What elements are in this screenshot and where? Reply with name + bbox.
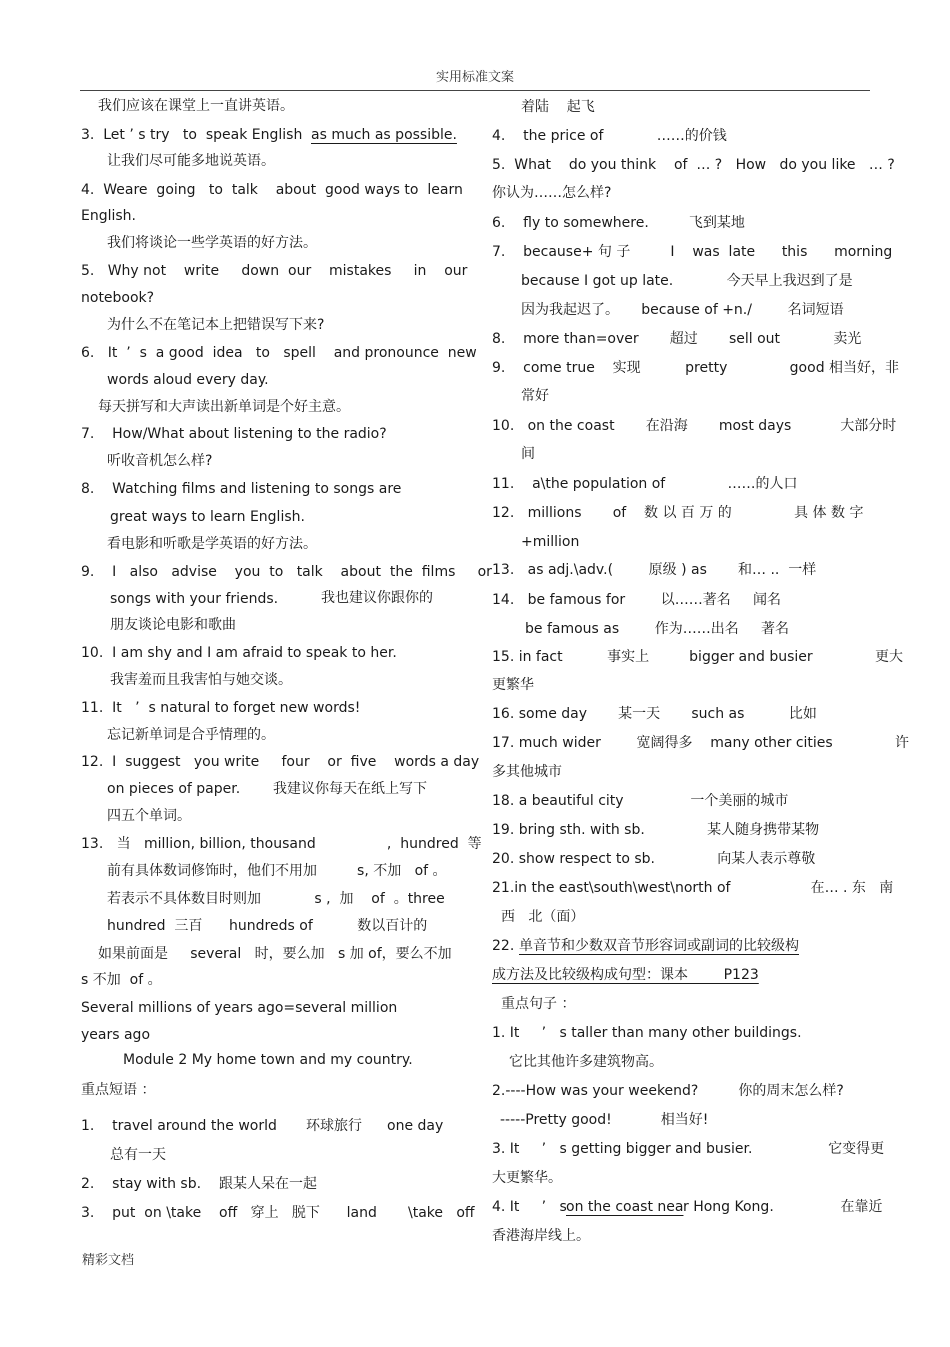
text-line: songs with your friends. [110, 591, 279, 607]
text-line: Several millions of years ago=several million [81, 1000, 398, 1016]
text-line: 常好 [521, 388, 549, 404]
text-line: 14. be famous for 以……著名 闻名 [492, 592, 781, 608]
text-line: 5. Why not write down our mistakes in our [81, 263, 468, 279]
text-line: 大更繁华。 [492, 1170, 562, 1186]
text-line: 8. Watching films and listening to songs are [81, 481, 402, 497]
text-line: 香港海岸线上。 [492, 1228, 590, 1244]
text-line: 4. Weare going to talk about good ways to learn [81, 182, 463, 198]
text-line: 听收音机怎么样? [107, 453, 213, 469]
text-line: 为什么不在笔记本上把错误写下来? [107, 317, 325, 333]
text-line: 9. I also advise you to talk about the films or [81, 564, 492, 580]
text-line: 6. fly to somewhere. 飞到某地 [492, 215, 745, 231]
text-line: 11. It ’ s natural to forget new words! [81, 700, 361, 716]
text-line: +million [521, 534, 580, 550]
text-line: 环球旅行 [306, 1118, 362, 1134]
text-line: 多其他城市 [492, 764, 562, 780]
text-line: 1. It ’ s taller than many other buildings. [492, 1025, 802, 1041]
underlined-phrase: as much as possible. [311, 127, 457, 143]
text-line: 21.in the east\south\west\north of 在… . 东 南 [492, 880, 894, 896]
text-line: 6. It ’ s a good idea to spell and pronounce new [81, 345, 477, 361]
text-line: 朋友谈论电影和歌曲 [110, 617, 236, 633]
page-footer: 精彩文档 [82, 1253, 135, 1268]
text-line: 13. as adj.\adv.( 原级 ) as 和… .. 一样 [492, 562, 817, 578]
text-line: 它比其他许多建筑物高。 [509, 1054, 663, 1070]
text-line: be famous as 作为……出名 著名 [525, 621, 790, 637]
text-line: 我害羞而且我害怕与她交谈。 [110, 672, 292, 688]
text-line: 16. some day 某一天 such as 比如 [492, 706, 817, 722]
text-line: great ways to learn English. [110, 509, 305, 525]
text-line: 4. It ’ s [492, 1199, 572, 1215]
text-line: years ago [81, 1027, 151, 1043]
text-line: 我们应该在课堂上一直讲英语。 [98, 98, 294, 114]
section-title: Module 2 My home town and my country. [123, 1052, 413, 1068]
text-line: 22. [492, 938, 515, 954]
text-line: 11. a\the population of ……的人口 [492, 476, 798, 492]
text-line: 4. the price of ……的价钱 [492, 128, 727, 144]
text-line: 前有具体数词修饰时，他们不用加 s, 不加 of 。 [107, 863, 447, 879]
text-line: 3. It ’ s getting bigger and busier. 它变得更 [492, 1141, 885, 1157]
text-line: 18. a beautiful city 一个美丽的城市 [492, 793, 789, 809]
text-line: r Hong Kong. 在靠近 [683, 1199, 883, 1215]
text-line: 13. 当 million, billion, thousand , hundred 等 [81, 836, 482, 852]
text-line: 我们将谈论一些学英语的好方法。 [107, 235, 317, 251]
text-line: 2. stay with sb. [81, 1176, 202, 1192]
text-line: 看电影和听歌是学英语的好方法。 [107, 536, 317, 552]
text-line: 总有一天 [110, 1147, 166, 1163]
text-line: 5. What do you think of … ? How do you like … ? [492, 157, 895, 173]
text-line: 7. How/What about listening to the radio? [81, 426, 387, 442]
text-line: 12. I suggest you write four or five words a day [81, 754, 480, 770]
text-line: 10. on the coast 在沿海 most days 大部分时 [492, 418, 897, 434]
text-line: 8. more than=over 超过 sell out 卖光 [492, 331, 862, 347]
text-line: 每天拼写和大声读出新单词是个好主意。 [98, 399, 350, 415]
text-line: 若表示不具体数目时则加 s , 加 of 。three [107, 891, 445, 907]
text-line: 我建议你每天在纸上写下 [273, 781, 427, 797]
text-line: 3. put on \take off 穿上 脱下 land \take off [81, 1205, 475, 1221]
text-line: on pieces of paper. [107, 781, 241, 797]
text-line: because I got up late. 今天早上我迟到了是 [521, 273, 853, 289]
text-line: 15. in fact 事实上 bigger and busier 更大 [492, 649, 903, 665]
underlined-phrase: on the coast nea [566, 1199, 684, 1215]
text-line: 19. bring sth. with sb. 某人随身携带某物 [492, 822, 820, 838]
header-rule [80, 90, 870, 91]
text-line: English. [81, 208, 137, 224]
text-line: -----Pretty good! 相当好! [500, 1112, 709, 1128]
text-line: one day [387, 1118, 444, 1134]
text-line: 如果前面是 several 时，要么加 s 加 of，要么不加 [98, 946, 452, 962]
text-line: 1. travel around the world [81, 1118, 277, 1134]
text-line: 着陆 起飞 [521, 99, 595, 115]
text-line: hundred 三百 hundreds of 数以百计的 [107, 918, 428, 934]
text-line: 重点句子 ： [501, 996, 576, 1012]
text-line: 12. millions of 数 以 百 万 的 具 体 数 字 [492, 505, 864, 521]
text-line: 7. because+ 句 子 I was late this morning [492, 244, 893, 260]
text-line: 因为我起迟了。 because of +n./ 名词短语 [521, 302, 844, 318]
text-line: 2.----How was your weekend? 你的周末怎么样? [492, 1083, 844, 1099]
text-line: 四五个单词。 [107, 808, 191, 824]
text-line: 你认为……怎么样? [492, 185, 612, 201]
text-line: 让我们尽可能多地说英语。 [107, 153, 275, 169]
underlined-phrase: 单音节和少数双音节形容词或副词的比较级构 [519, 938, 799, 954]
text-line: 重点短语 ： [81, 1082, 156, 1098]
text-line: 间 [521, 446, 535, 462]
text-line: 我也建议你跟你的 [321, 590, 433, 606]
text-line: 忘记新单词是合乎情理的。 [107, 727, 275, 743]
text-line: words aloud every day. [107, 372, 269, 388]
text-line: 更繁华 [492, 677, 534, 693]
text-line: 17. much wider 宽阔得多 many other cities 许 [492, 735, 909, 751]
text-line: 3. Let ’ s try to speak English [81, 127, 303, 143]
page-header: 实用标准文案 [435, 70, 514, 85]
text-line: 西 北（面） [501, 909, 585, 925]
text-line: 10. I am shy and I am afraid to speak to her. [81, 645, 397, 661]
text-line: notebook? [81, 290, 155, 306]
text-line: 跟某人呆在一起 [219, 1176, 317, 1192]
underlined-phrase: 成方法及比较级构成句型：课本 P123 [492, 967, 759, 983]
text-line: 9. come true 实现 pretty good 相当好，非 [492, 360, 900, 376]
text-line: 20. show respect to sb. 向某人表示尊敬 [492, 851, 816, 867]
text-line: s 不加 of 。 [81, 972, 162, 988]
